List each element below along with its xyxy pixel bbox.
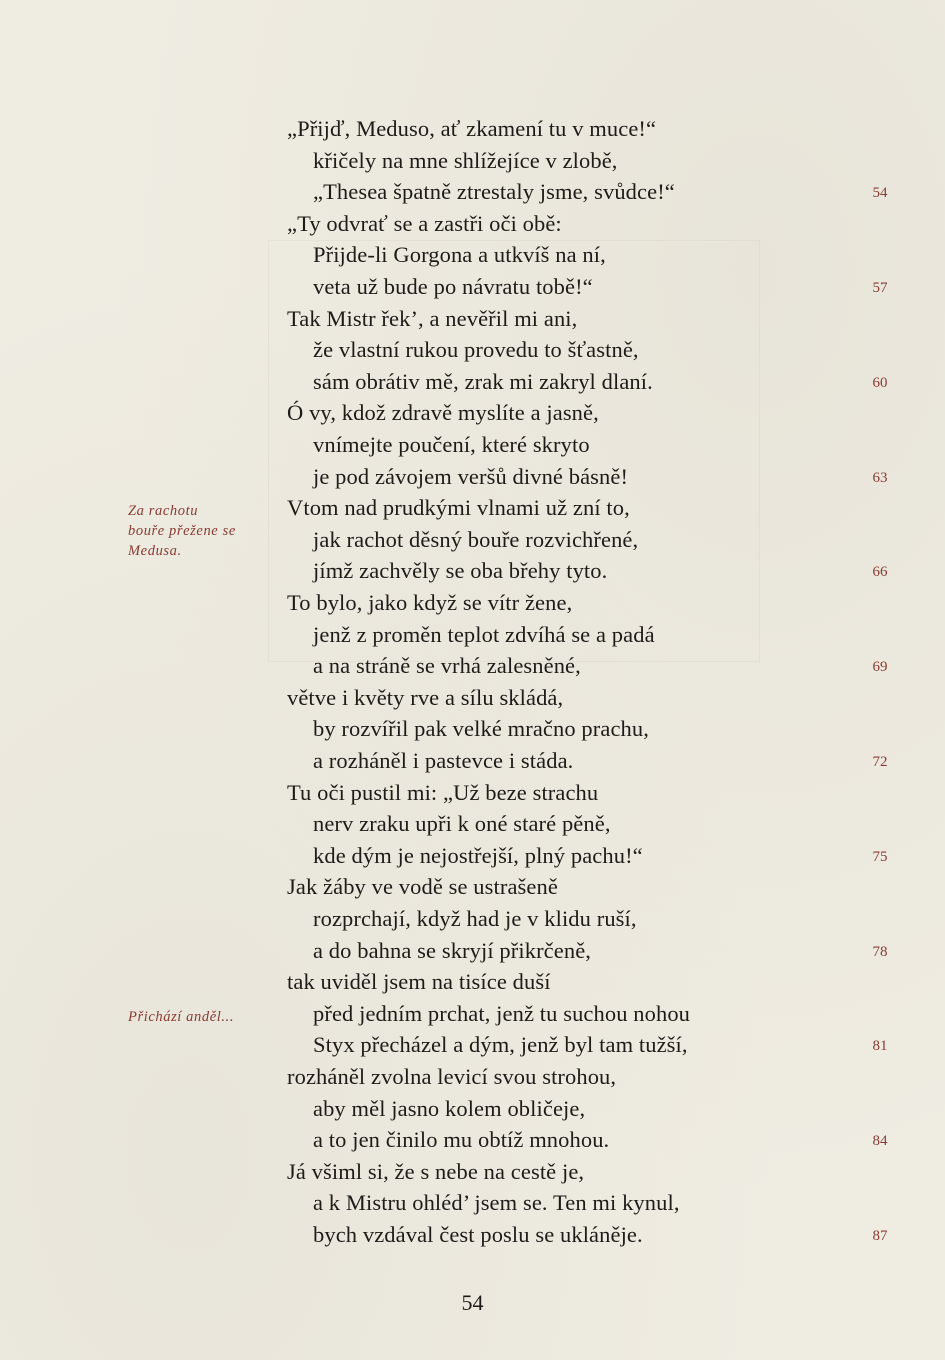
line-number: 72 — [872, 754, 888, 770]
verse-line: Jak žáby ve vodě se ustrašeně — [287, 874, 558, 900]
verse-line: Já všiml si, že s nebe na cestě je, — [287, 1158, 585, 1184]
gloss-line: bouře přežene se — [128, 523, 236, 540]
verse-line: je pod závojem veršů divné básně! — [313, 463, 629, 489]
verse-line: Styx přecházel a dým, jenž byl tam tužší, — [313, 1032, 688, 1058]
verse-line: křičely na mne shlížejíce v zlobě, — [313, 147, 618, 173]
verse-line: před jedním prchat, jenž tu suchou nohou — [313, 1000, 691, 1026]
verse-line: větve i květy rve a sílu skládá, — [287, 684, 564, 710]
verse-line: a rozháněl i pastevce i stáda. — [313, 748, 574, 773]
verse-line: kde dým je nejostřejší, plný pachu!“ — [313, 842, 643, 868]
verse-line: bych vzdával čest poslu se ukláněje. — [313, 1222, 643, 1247]
verse-line: a to jen činilo mu obtíž mnohou. — [313, 1127, 610, 1153]
verse-line: a na stráně se vrhá zalesněné, — [313, 653, 581, 679]
verse-line: Tak Mistr řek’, a nevěřil mi ani, — [287, 305, 578, 331]
verse-line: by rozvířil pak velké mračno prachu, — [313, 716, 649, 742]
verse-line: Vtom nad prudkými vlnami už zní to, — [287, 495, 630, 521]
verse-line: jak rachot děsný bouře rozvichřené, — [313, 526, 639, 552]
verse-line: sám obrátiv mě, zrak mi zakryl dlaní. — [313, 368, 653, 394]
verse-line: tak uviděl jsem na tisíce duší — [287, 969, 551, 995]
margin-gloss — [128, 501, 278, 561]
line-number: 75 — [872, 848, 888, 865]
line-number: 57 — [872, 280, 888, 296]
verse-line: nerv zraku upři k oné staré pěně, — [313, 811, 611, 837]
verse-line: a k Mistru ohléd’ jsem se. Ten mi kynul, — [313, 1190, 680, 1216]
line-number: 54 — [872, 185, 888, 202]
line-number: 66 — [872, 564, 888, 581]
verse-line: To bylo, jako když se vítr žene, — [287, 590, 573, 615]
line-number: 87 — [872, 1228, 888, 1244]
page-number: 54 — [461, 1290, 484, 1315]
line-number: 63 — [872, 469, 888, 486]
verse-line: aby měl jasno kolem obličeje, — [313, 1095, 586, 1121]
line-number: 81 — [872, 1038, 888, 1055]
margin-gloss — [128, 1007, 278, 1027]
verse-line: veta už bude po návratu tobě!“ — [313, 274, 593, 299]
verse-line: Tu oči pustil mi: „Už beze strachu — [287, 779, 599, 805]
gloss-line: Přichází anděl... — [128, 1008, 235, 1025]
verse-line: „Přijď, Meduso, ať zkamení tu v muce!“ — [287, 116, 657, 141]
verse-line: rozháněl zvolna levicí svou strohou, — [287, 1064, 617, 1089]
gloss-line: Medusa. — [128, 543, 182, 560]
line-number: 69 — [872, 659, 888, 676]
line-number: 78 — [872, 943, 888, 960]
verse-line: jenž z proměn teplot zdvíhá se a padá — [313, 621, 655, 647]
verse-line: a do bahna se skryjí přikrčeně, — [313, 937, 591, 963]
line-number: 60 — [872, 374, 888, 391]
verse-line: „Ty odvrať se a zastři oči obě: — [287, 210, 562, 236]
verse-line: že vlastní rukou provedu to šťastně, — [313, 337, 639, 363]
verse-line: „Thesea špatně ztrestaly jsme, svůdce!“ — [313, 179, 675, 205]
verse-line: Přijde-li Gorgona a utkvíš na ní, — [313, 242, 606, 268]
gloss-line: Za rachotu — [128, 503, 199, 520]
verse-line: vnímejte poučení, které skryto — [313, 432, 590, 457]
verse-line: rozprchají, když had je v klidu ruší, — [313, 906, 637, 931]
verse-line: Ó vy, kdož zdravě myslíte a jasně, — [287, 400, 599, 426]
verse-line: jímž zachvěly se oba břehy tyto. — [313, 558, 608, 584]
line-number: 84 — [872, 1133, 888, 1150]
